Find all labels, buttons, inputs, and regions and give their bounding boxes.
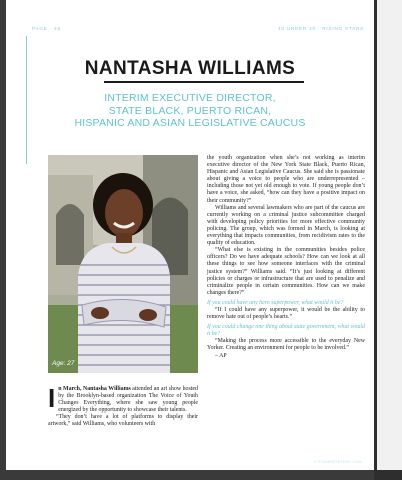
body-paragraph: “They don’t have a lot of platforms to display their artwork,” said Williams, who volunteers with xyxy=(48,414,198,428)
page-number: PAGE · 48 xyxy=(32,26,61,31)
answer-state-government: “Making the process more accessible to the everyday New Yorker. Creating an environment for people to be involved.” xyxy=(207,338,365,352)
body-paragraph: the youth organization when she’s not working as interim executive director of the New York State Black, Puerto Rican, Hispanic and Asian Legislative Caucus. She said she is passionate about giving a voice to people who are underrepresented – including those not yet old enough to vote. If young people don’t have a voice, she asked, “how can they have a positive impact on their community?” xyxy=(207,155,365,204)
age-caption: Age: 27 xyxy=(52,360,75,367)
answer-superpower: “If I could have any superpower, it would be the ability to remove hate out of people’s hearts.” xyxy=(207,306,365,321)
profile-title xyxy=(6,92,374,130)
article-column-right xyxy=(207,155,365,360)
body-paragraph: “What else is existing in the communities besides police officers? Do we have adequate schools? How can we look at all these things to see how someone interfaces with the criminal justice system?” Williams said. “It’s just looking at different policies or charges or infrastructure that are used to penalize and criminalize people in certain communities. How can we make changes there?” xyxy=(207,247,365,296)
headline-rule xyxy=(104,81,304,83)
section-name: 40 UNDER 40 · RISING STARS xyxy=(277,26,364,31)
intro-text: attended an art show hosted by the Brooklyn-based organization The Voice of Youth Changes Everything, where she saw young people energized by the opportunity to showcase their talents. xyxy=(58,386,198,414)
magazine-page xyxy=(6,0,374,470)
author-signoff: – AP xyxy=(215,352,227,359)
body-paragraph: Williams and several lawmakers who are part of the caucus are currently working on a criminal justice subcommittee charged with developing policy priorities for more effective community policing. The group, which was formed in March, is looking at everything that impacts communities, from recidivism rates to the quality of education. xyxy=(207,204,365,247)
question-state-government: If you could change one thing about state government, what would it be? xyxy=(207,324,365,338)
article-column-left xyxy=(48,383,198,429)
question-superpower: If you could have any hero superpower, what would it be? xyxy=(207,299,344,306)
next-page-edge xyxy=(377,0,402,470)
footer-site: CITYANDSTATENY.COM xyxy=(313,460,362,464)
intro-paragraph xyxy=(48,383,198,414)
profile-name: NANTASHA WILLIAMS xyxy=(84,58,296,79)
intro-lead: n March, Nantasha Williams xyxy=(58,386,131,392)
title-line: HISPANIC AND ASIAN LEGISLATIVE CAUCUS xyxy=(74,117,306,129)
portrait-illustration xyxy=(48,155,198,373)
title-line: INTERIM EXECUTIVE DIRECTOR, xyxy=(104,92,276,104)
portrait-photo xyxy=(48,155,198,373)
drop-cap: I xyxy=(48,383,56,413)
title-line: STATE BLACK, PUERTO RICAN, xyxy=(108,104,272,117)
